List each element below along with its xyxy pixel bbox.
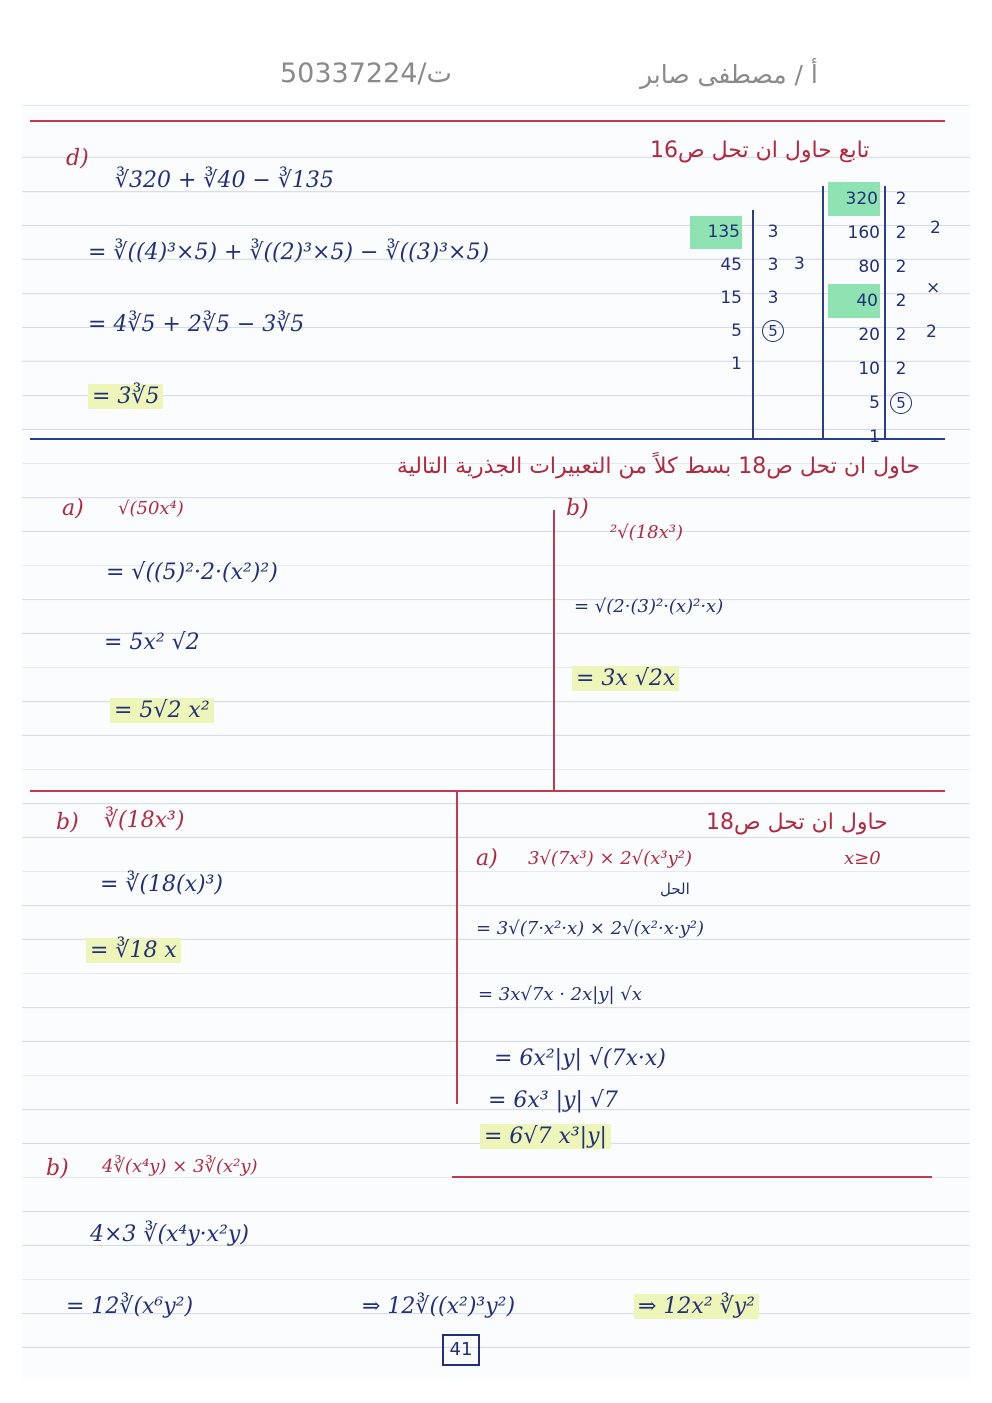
section4-a-line5: = 6x³ |y| √7 xyxy=(488,1088,618,1113)
section2-b-line1: ²√(18x³) xyxy=(610,522,684,543)
section4-a-label: a) xyxy=(476,846,498,871)
section4-title: حاول ان تحل ص18 xyxy=(706,810,888,835)
section2-a-line1: √(50x⁴) xyxy=(118,498,184,519)
section2-b-line2: = √(2·(3)²·(x)²·x) xyxy=(574,596,724,617)
section4-a-line6 xyxy=(480,1124,611,1149)
section2-b-line3 xyxy=(572,666,679,691)
factor320-right: 2 2 2 2 2 2 5 xyxy=(888,182,914,420)
section4-a-line3: = 3x√7x · 2x|y| √x xyxy=(478,984,642,1005)
section2-a-line3: = 5x² √2 xyxy=(104,630,200,655)
section1-line4 xyxy=(88,384,163,409)
section4-a-line1: 3√(7x³) × 2√(x³y²) xyxy=(528,848,693,869)
top-margin-line xyxy=(30,120,945,122)
section4-a-line4: = 6x²|y| √(7x·x) xyxy=(494,1046,666,1071)
section5-b-line4: ⇒ 12∛((x²)³y²) xyxy=(362,1294,516,1319)
section-divider-2-horizontal xyxy=(30,790,945,792)
section4-a-answer: = 6√7 x³|y| xyxy=(480,1124,611,1149)
factor-divider-320-right xyxy=(884,186,886,438)
section1-line1: ∛320 + ∛40 − ∛135 xyxy=(115,168,334,193)
page-header xyxy=(0,58,992,98)
section2-title: حاول ان تحل ص18 بسط كلاً من التعبيرات الجذرية التالية xyxy=(396,454,920,479)
factor320-mult: × xyxy=(926,278,941,298)
section3-b-answer: = ∛18 x xyxy=(86,938,181,963)
section3-b-line3 xyxy=(86,938,181,963)
section3-b-line2: = ∛(18(x)³) xyxy=(100,872,223,897)
section1-line2: = ∛((4)³×5) + ∛((2)³×5) − ∛((3)³×5) xyxy=(88,240,490,265)
section2-a-label: a) xyxy=(62,496,84,521)
section2-a-line4 xyxy=(110,698,214,723)
section4-condition: x≥0 xyxy=(844,848,881,869)
section1-title: تابع حاول ان تحل ص16 xyxy=(650,138,870,163)
section-divider-2-vertical xyxy=(553,510,555,790)
section1-answer: = 3∛5 xyxy=(88,384,163,409)
page-number: 41 xyxy=(442,1334,480,1366)
section-divider-3-vertical xyxy=(456,792,458,1104)
section5-b-answer: ⇒ 12x² ∛y² xyxy=(634,1294,759,1319)
factor135-left: 135 45 15 5 1 xyxy=(690,216,742,381)
section5-b-line5 xyxy=(634,1294,759,1319)
section4-solution-label: الحل xyxy=(660,880,690,898)
phone-number: 50337224/ت xyxy=(280,58,452,89)
section2-b-label: b) xyxy=(566,496,589,521)
section5-b-line1: 4∛(x⁴y) × 3∛(x²y) xyxy=(102,1156,258,1177)
author-name: أ / مصطفى صابر xyxy=(640,60,818,89)
factor320-left: 320 160 80 40 20 10 5 1 xyxy=(828,182,880,454)
section4-a-line2: = 3√(7·x²·x) × 2√(x²·x·y²) xyxy=(476,918,705,939)
section1-line3: = 4∛5 + 2∛5 − 3∛5 xyxy=(88,312,305,337)
section-divider-1 xyxy=(30,438,945,440)
section2-a-line2: = √((5)²·2·(x²)²) xyxy=(106,560,278,585)
section3-b-label: b) xyxy=(56,810,79,835)
section1-label: d) xyxy=(66,146,89,171)
factor-divider-320-left xyxy=(822,186,824,438)
factor320-group1: 2 xyxy=(930,218,941,238)
section3-b-line1: ∛(18x³) xyxy=(104,808,185,833)
section5-b-label: b) xyxy=(46,1156,69,1181)
factor320-group2: 2 xyxy=(926,322,937,342)
factor-divider-135 xyxy=(752,210,754,438)
factor135-right: 3 3 3 5 xyxy=(758,216,788,348)
section2-b-answer: = 3x √2x xyxy=(572,666,679,691)
section-divider-4 xyxy=(452,1176,932,1178)
section2-a-answer: = 5√2 x² xyxy=(110,698,214,723)
section5-b-line3: = 12∛(x⁶y²) xyxy=(66,1294,194,1319)
factor135-group: 3 xyxy=(794,254,805,274)
section5-b-line2: 4×3 ∛(x⁴y·x²y) xyxy=(90,1222,249,1247)
